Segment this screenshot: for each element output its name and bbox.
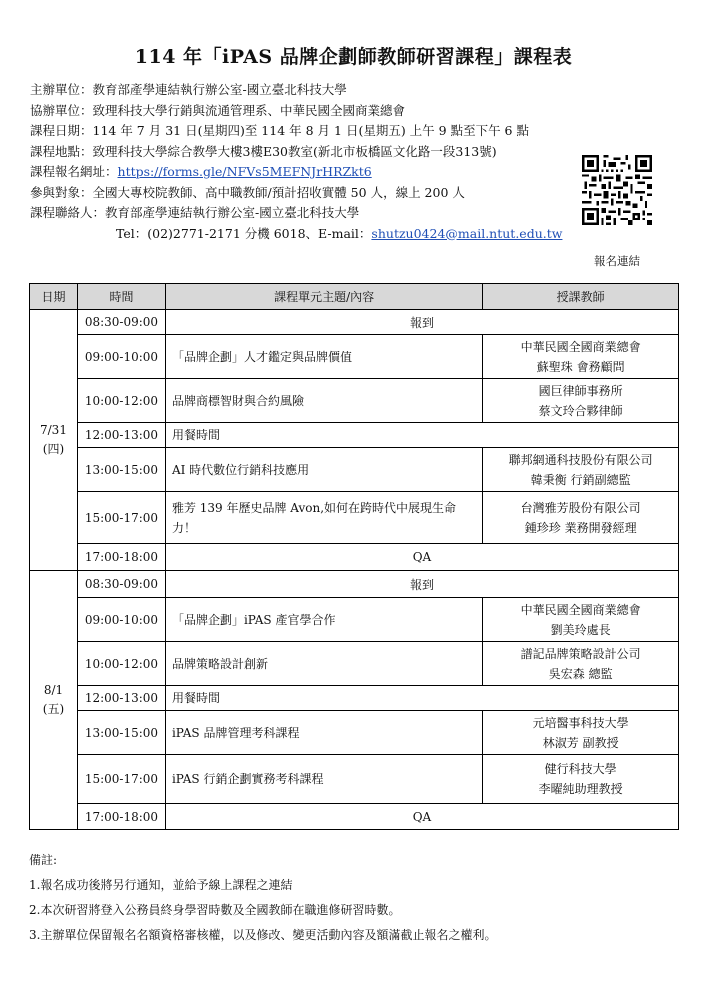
notes-section (29, 848, 679, 948)
table-row (30, 755, 679, 804)
date-cell-day2 (30, 571, 78, 830)
time-cell: 12:00-13:00 (77, 423, 165, 448)
time-cell: 13:00-15:00 (77, 448, 165, 492)
course-info (30, 80, 575, 244)
table-header-row (30, 284, 679, 310)
table-row (30, 310, 679, 335)
organizer-line: 主辦單位：教育部產學連結執行辦公室-國立臺北科技大學 (30, 82, 347, 97)
qr-caption: 報名連結 (594, 254, 640, 268)
topic-cell: 用餐時間 (165, 423, 678, 448)
header-time: 時間 (77, 284, 165, 310)
table-row (30, 492, 679, 544)
teacher-org: 中華民國全國商業總會 (520, 339, 641, 354)
audience-line: 參與對象：全國大專校院教師、高中職教師/預計招收實體 50 人，線上 200 人 (30, 184, 465, 200)
table-row (30, 598, 679, 642)
teacher-name: 劉美玲處長 (550, 622, 611, 637)
topic-cell: iPAS 行銷企劃實務考科課程 (165, 755, 482, 804)
tel-email-line (30, 224, 575, 245)
topic-cell: iPAS 品牌管理考科課程 (165, 711, 482, 755)
teacher-cell (483, 448, 679, 492)
time-cell: 15:00-17:00 (77, 492, 165, 544)
table-row (30, 711, 679, 755)
time-cell: 09:00-10:00 (77, 598, 165, 642)
time-cell: 12:00-13:00 (77, 686, 165, 711)
co-organizer-line: 協辦單位：致理科技大學行銷與流通管理系、中華民國全國商業總會 (30, 102, 406, 118)
teacher-name: 蔡文玲合夥律師 (538, 403, 623, 418)
teacher-org: 中華民國全國商業總會 (520, 602, 641, 617)
topic-cell: 品牌策略設計創新 (165, 642, 482, 686)
teacher-org: 聯邦網通科技股份有限公司 (508, 452, 653, 467)
topic-cell: 報到 (165, 310, 678, 335)
topic-cell: 「品牌企劃」人才鑑定與品牌價值 (165, 335, 482, 379)
weekday-label: (五) (42, 702, 65, 716)
teacher-cell (483, 642, 679, 686)
teacher-org: 健行科技大學 (544, 762, 617, 776)
page-title: 114 年「iPAS 品牌企劃師教師研習課程」課程表 (134, 46, 573, 68)
teacher-name: 蘇聖珠 會務顧問 (536, 359, 625, 374)
teacher-cell (483, 492, 679, 544)
topic-cell: 「品牌企劃」iPAS 產官學合作 (165, 598, 482, 642)
table-row (30, 804, 679, 830)
time-cell: 10:00-12:00 (77, 642, 165, 686)
dates-line: 課程日期：114 年 7 月 31 日(星期四)至 114 年 8 月 1 日(星期五) 上午 9 點至下午 6 點 (30, 123, 529, 138)
table-row (30, 642, 679, 686)
time-cell: 17:00-18:00 (77, 804, 165, 830)
notes-heading: 備註: (29, 853, 58, 867)
teacher-org: 元培醫事科技大學 (532, 715, 629, 730)
teacher-name: 吳宏森 總監 (548, 666, 613, 681)
teacher-cell (483, 755, 679, 804)
time-cell: 17:00-18:00 (77, 544, 165, 571)
table-row (30, 423, 679, 448)
teacher-org: 國巨律師事務所 (538, 383, 623, 398)
registration-label: 課程報名網址： (30, 164, 118, 179)
teacher-cell (483, 711, 679, 755)
time-cell: 15:00-17:00 (77, 755, 165, 804)
email-link[interactable]: shutzu0424@mail.ntut.edu.tw (371, 225, 563, 241)
schedule-table (29, 283, 679, 830)
date-cell-day1 (30, 310, 78, 571)
teacher-cell (483, 379, 679, 423)
contact-line: 課程聯絡人：教育部產學連結執行辦公室-國立臺北科技大學 (30, 205, 360, 220)
teacher-name: 鍾珍珍 業務開發經理 (524, 520, 637, 535)
header-teacher: 授課教師 (483, 284, 679, 310)
table-row (30, 379, 679, 423)
time-cell: 08:30-09:00 (77, 310, 165, 335)
topic-cell: 雅芳 139 年歷史品牌 Avon,如何在跨時代中展現生命力！ (165, 492, 482, 544)
registration-link[interactable]: https://forms.gle/NFVs5MEFNJrHRZkt6 (117, 164, 372, 179)
teacher-name: 韓秉衡 行銷副總監 (530, 472, 631, 487)
topic-cell: 用餐時間 (165, 686, 678, 711)
table-row (30, 448, 679, 492)
topic-cell: 品牌商標智財與合約風險 (165, 379, 482, 423)
table-row (30, 686, 679, 711)
note-item: 2.本次研習將登入公務員終身學習時數及全國教師在職進修研習時數。 (29, 903, 401, 917)
note-item: 1.報名成功後將另行通知，並給予線上課程之連結 (29, 878, 293, 892)
qr-code-icon[interactable] (582, 155, 652, 225)
time-cell: 09:00-10:00 (77, 335, 165, 379)
table-row (30, 571, 679, 598)
time-cell: 08:30-09:00 (77, 571, 165, 598)
registration-line (30, 162, 575, 183)
topic-cell: QA (165, 544, 678, 571)
teacher-name: 林淑芳 副教授 (542, 735, 619, 750)
date-label: 7/31 (40, 423, 67, 437)
weekday-label: (四) (42, 442, 65, 456)
teacher-cell (483, 335, 679, 379)
tel-label: Tel：(02)2771-2171 分機 6018、E-mail： (116, 225, 372, 241)
table-row (30, 335, 679, 379)
teacher-org: 譜記品牌策略設計公司 (520, 646, 641, 661)
topic-cell: AI 時代數位行銷科技應用 (165, 448, 482, 492)
topic-cell: QA (165, 804, 678, 830)
venue-line: 課程地點：致理科技大學綜合教學大樓3樓E30教室(新北市板橋區文化路一段313號) (30, 143, 497, 159)
topic-cell: 報到 (165, 571, 678, 598)
date-label: 8/1 (43, 683, 64, 697)
teacher-cell (483, 598, 679, 642)
header-date: 日期 (30, 284, 78, 310)
table-row (30, 544, 679, 571)
header-topic: 課程單元主題/內容 (165, 284, 482, 310)
note-item: 3.主辦單位保留報名名額資格審核權，以及修改、變更活動內容及額滿截止報名之權利。 (29, 928, 497, 942)
teacher-name: 李曜純助理教授 (538, 782, 623, 796)
teacher-org: 台灣雅芳股份有限公司 (520, 500, 641, 515)
time-cell: 13:00-15:00 (77, 711, 165, 755)
time-cell: 10:00-12:00 (77, 379, 165, 423)
